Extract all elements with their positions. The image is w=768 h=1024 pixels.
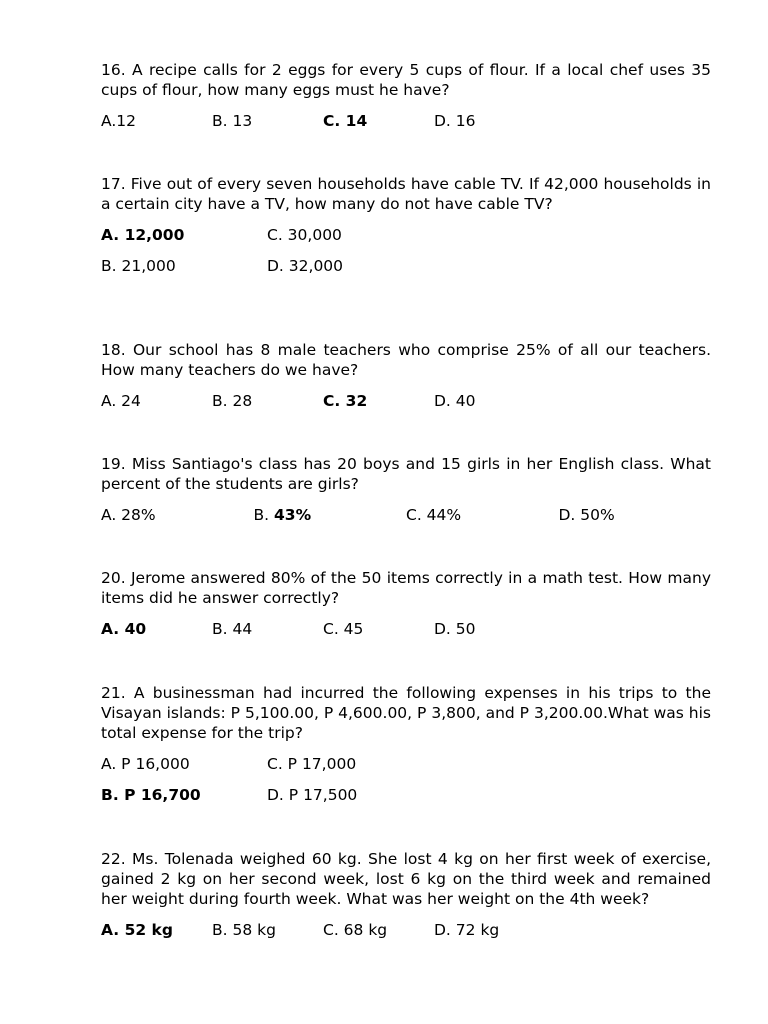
choice-d: D. 50 xyxy=(434,620,476,638)
choice-d: D. 72 kg xyxy=(434,921,500,939)
question-text: 16. A recipe calls for 2 eggs for every 5 cups of flour. If a local chef uses 35 cups of flour, how many eggs must he have? xyxy=(101,61,711,99)
choices-row-2 xyxy=(101,256,711,276)
choice-b-answer: B. P 16,700 xyxy=(101,786,201,804)
choice-b: B. 21,000 xyxy=(101,257,176,275)
choice-a-answer: A. 52 kg xyxy=(101,921,173,939)
question-text: 18. Our school has 8 male teachers who comprise 25% of all our teachers. How many teachers do we have? xyxy=(101,341,711,379)
choice-d: D. P 17,500 xyxy=(267,786,358,804)
choice-c: C. 30,000 xyxy=(267,226,342,244)
choice-d: D. 32,000 xyxy=(267,257,344,275)
choices-row-2 xyxy=(101,785,711,805)
choice-b: B. 44 xyxy=(212,620,253,638)
choice-c-answer: C. 32 xyxy=(323,392,368,410)
choice-c: C. 44% xyxy=(406,506,462,524)
question-18 xyxy=(101,340,711,411)
choice-a: A.12 xyxy=(101,112,136,130)
question-19 xyxy=(101,454,711,525)
question-text: 21. A businessman had incurred the following expenses in his trips to the Visayan islands: P 5,100.00, P 4,600.00, P 3,800, and P 3,200.00.What was his total expense for the trip? xyxy=(101,684,711,742)
question-22 xyxy=(101,849,711,940)
choices-row xyxy=(101,111,711,131)
choice-a-answer: A. 40 xyxy=(101,620,147,638)
choices-row-1 xyxy=(101,754,711,774)
choice-d: D. 50% xyxy=(558,506,615,524)
choice-b: B. 58 kg xyxy=(212,921,276,939)
choices-row xyxy=(101,505,711,525)
choice-d: D. 40 xyxy=(434,392,476,410)
choice-b: B. 13 xyxy=(212,112,253,130)
choice-b-answer: 43% xyxy=(274,506,312,524)
question-17 xyxy=(101,174,711,276)
choice-a-answer: A. 12,000 xyxy=(101,226,185,244)
choice-a: A. 24 xyxy=(101,392,141,410)
question-20 xyxy=(101,568,711,639)
question-text: 22. Ms. Tolenada weighed 60 kg. She lost 4 kg on her first week of exercise, gained 2 kg on her second week, lost 6 kg on the third week and remained her weight during fourth week. What was her weight on the 4th week? xyxy=(101,850,711,908)
choice-c: C. 68 kg xyxy=(323,921,388,939)
choice-c-answer: C. 14 xyxy=(323,112,368,130)
choice-c: C. P 17,000 xyxy=(267,755,357,773)
choice-c: C. 45 xyxy=(323,620,364,638)
choice-b xyxy=(254,505,407,525)
choice-b-prefix: B. xyxy=(253,506,274,524)
choice-d: D. 16 xyxy=(434,112,476,130)
question-text: 19. Miss Santiago's class has 20 boys and 15 girls in her English class. What percent of the students are girls? xyxy=(101,455,711,493)
question-21 xyxy=(101,683,711,805)
choices-row xyxy=(101,391,711,411)
question-text: 17. Five out of every seven households have cable TV. If 42,000 households in a certain city have a TV, how many do not have cable TV? xyxy=(101,175,711,213)
choices-row-1 xyxy=(101,225,711,245)
choice-a: A. 28% xyxy=(101,506,156,524)
question-16 xyxy=(101,60,711,131)
choices-row xyxy=(101,920,711,940)
choice-b: B. 28 xyxy=(212,392,253,410)
question-text: 20. Jerome answered 80% of the 50 items correctly in a math test. How many items did he answer correctly? xyxy=(101,569,711,607)
choices-row xyxy=(101,619,711,639)
choice-a: A. P 16,000 xyxy=(101,755,190,773)
